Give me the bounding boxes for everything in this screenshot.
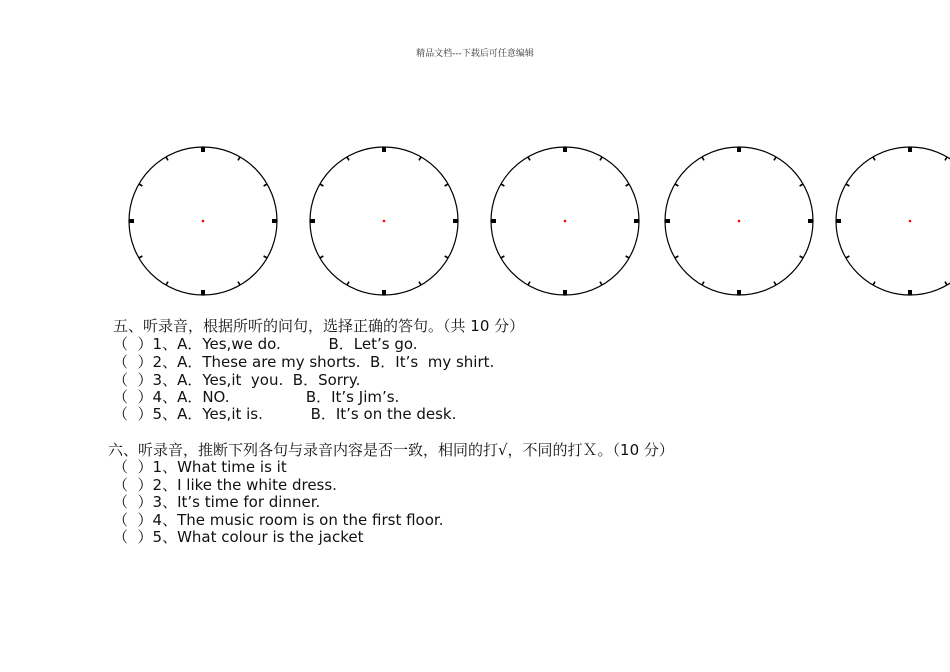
minor-tick: [320, 256, 323, 258]
question-item: （ ）2、I like the white dress.: [113, 476, 337, 494]
clock-face: [491, 147, 639, 295]
minor-tick: [501, 184, 504, 186]
minor-tick: [945, 157, 947, 160]
minor-tick: [800, 256, 803, 258]
minor-tick: [528, 157, 530, 160]
minor-tick: [873, 157, 875, 160]
minor-tick: [846, 184, 849, 186]
minor-tick: [320, 184, 323, 186]
minor-tick: [774, 157, 776, 160]
clock-center-dot: [383, 220, 386, 223]
clock-center-dot: [564, 220, 567, 223]
minor-tick: [600, 157, 602, 160]
question-item: （ ）3、It’s time for dinner.: [113, 493, 321, 511]
minor-tick: [626, 256, 629, 258]
minor-tick: [702, 157, 704, 160]
minor-tick: [702, 282, 704, 285]
section-six-title: 六、听录音，推断下列各句与录音内容是否一致，相同的打√，不同的打Ｘ。（10 分）: [108, 441, 674, 459]
clock-center-dot: [909, 220, 912, 223]
question-item: （ ）2、A．These are my shorts. B．It’s my shirt.: [113, 353, 495, 371]
minor-tick: [139, 256, 142, 258]
minor-tick: [445, 256, 448, 258]
clock-center-dot: [738, 220, 741, 223]
minor-tick: [264, 256, 267, 258]
minor-tick: [675, 184, 678, 186]
minor-tick: [347, 282, 349, 285]
clock-center-dot: [202, 220, 205, 223]
minor-tick: [166, 282, 168, 285]
minor-tick: [846, 256, 849, 258]
minor-tick: [238, 157, 240, 160]
clock-face: [836, 147, 950, 295]
minor-tick: [800, 184, 803, 186]
minor-tick: [264, 184, 267, 186]
clock-face: [310, 147, 458, 295]
question-item: （ ）4、The music room is on the first floor.: [113, 511, 444, 529]
clock-outline: [836, 147, 950, 295]
minor-tick: [445, 184, 448, 186]
minor-tick: [675, 256, 678, 258]
minor-tick: [166, 157, 168, 160]
question-item: （ ）3、A．Yes,it you. B．Sorry.: [113, 371, 361, 389]
minor-tick: [626, 184, 629, 186]
clock-face: [665, 147, 813, 295]
question-item: （ ）1、What time is it: [113, 458, 287, 476]
minor-tick: [139, 184, 142, 186]
minor-tick: [419, 157, 421, 160]
minor-tick: [347, 157, 349, 160]
clock-face: [129, 147, 277, 295]
question-item: （ ）5、What colour is the jacket: [113, 528, 364, 546]
minor-tick: [238, 282, 240, 285]
minor-tick: [774, 282, 776, 285]
minor-tick: [873, 282, 875, 285]
minor-tick: [528, 282, 530, 285]
minor-tick: [501, 256, 504, 258]
page-header: 精品文档---下载后可任意编辑: [416, 49, 534, 59]
question-item: （ ）1、A．Yes,we do. B．Let’s go.: [113, 335, 418, 353]
minor-tick: [945, 282, 947, 285]
question-item: （ ）4、A．NO. B．It’s Jim’s.: [113, 388, 400, 406]
question-item: （ ）5、A．Yes,it is. B．It’s on the desk.: [113, 405, 457, 423]
minor-tick: [419, 282, 421, 285]
minor-tick: [600, 282, 602, 285]
section-five-title: 五、听录音，根据所听的问句，选择正确的答句。（共 10 分）: [113, 317, 525, 335]
